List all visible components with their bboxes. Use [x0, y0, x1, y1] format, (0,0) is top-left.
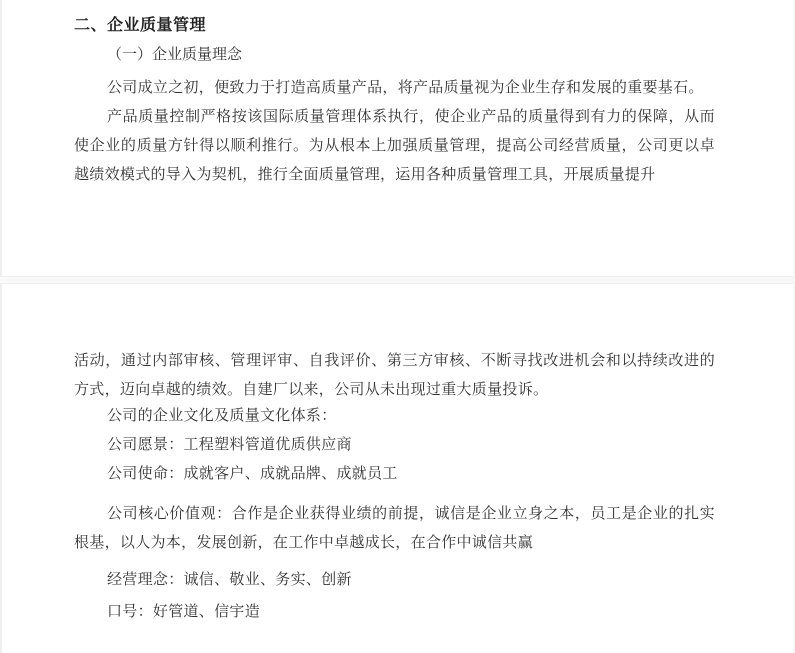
paragraph-business-philosophy: 经营理念：诚信、敬业、务实、创新 — [107, 571, 352, 588]
paragraph-core-values: 公司核心价值观：合作是企业获得业绩的前提，诚信是企业立身之本，员工是企业的扎实根基，以人为本，发展创新，在工作中卓越成长，在合作中诚信共赢 — [74, 505, 715, 551]
page-1-content — [2, 0, 793, 189]
subsection-heading: （一）企业质量理念 — [107, 47, 243, 63]
section-heading: 二、企业质量管理 — [74, 17, 207, 34]
paragraph-quality-concept-1: 公司成立之初，便致力于打造高质量产品，将产品质量视为企业生存和发展的重要基石。 — [107, 79, 704, 96]
paragraph-quality-control: 产品质量控制严格按该国际质量管理体系执行，使企业产品的质量得到有力的保障，从而使企业的质量方针得以顺利推行。为从根本上加强质量管理，提高公司经营质量，公司更以卓越绩效模式的导入为契机，推行全面质量管理，运用各种质量管理工具，开展质量提升 — [74, 108, 715, 183]
paragraph-slogan: 口号：好管道、信宇造 — [107, 603, 261, 620]
page-2-content — [2, 284, 793, 626]
paragraph-company-mission: 公司使命：成就客户、成就品牌、成就员工 — [107, 465, 398, 482]
document-page-2 — [0, 283, 793, 653]
document-page-1 — [0, 0, 793, 277]
paragraph-company-vision: 公司愿景：工程塑料管道优质供应商 — [107, 436, 352, 453]
paragraph-quality-control-continuation: 活动，通过内部审核、管理评审、自我评价、第三方审核、不断寻找改进机会和以持续改进的方式，迈向卓越的绩效。自建厂以来，公司从未出现过重大质量投诉。 — [74, 352, 715, 398]
paragraph-culture-system-intro: 公司的企业文化及质量文化体系： — [107, 407, 337, 424]
